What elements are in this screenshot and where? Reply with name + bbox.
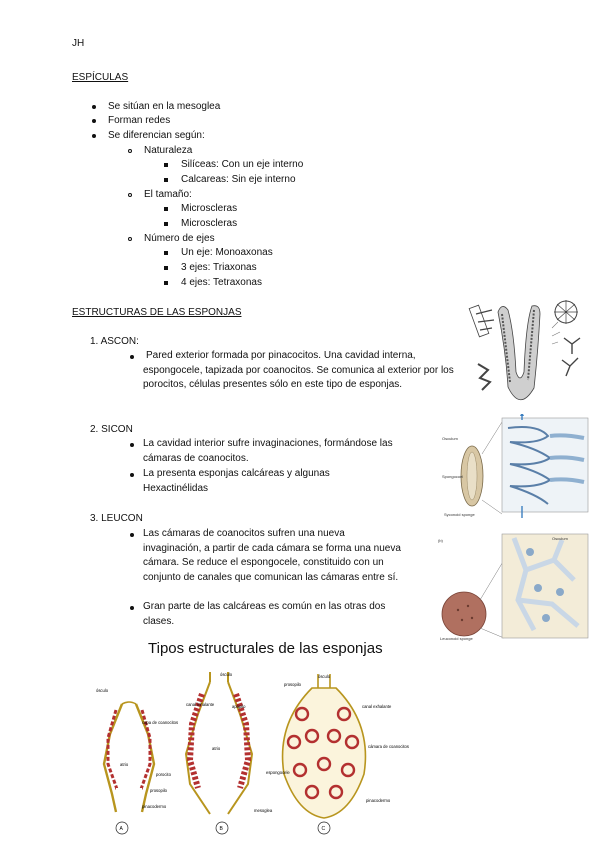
leuconoid-sponge-illustration [434, 530, 594, 644]
label-atrio-b: atrio [212, 746, 221, 751]
caption-c: C [321, 826, 326, 832]
label-espongocele: espongocele [266, 770, 290, 775]
leucon-bullet-2: Gran parte de las calcáreas es común en las otras dos clases. [143, 601, 386, 627]
label-canal-inhalante: canal inhalante [186, 702, 215, 707]
label-mesoglea: mesoglea [254, 808, 273, 813]
bullet-circle [128, 237, 132, 241]
bullet-square [164, 207, 168, 211]
label-canal-exhalante: canal exhalante [362, 704, 392, 709]
sicon-osculum-label: Osculum [442, 436, 458, 441]
ascon-text: Pared exterior formada por pinacocitos. Una cavidad interna, espongocele, tapizada por coanocitos. Se comunica al exterior por los porocitos, células presentes sólo en este tipo de esponjas. [143, 350, 454, 390]
bullet-dot [130, 473, 134, 477]
section-title-estructuras: ESTRUCTURAS DE LAS ESPONJAS [72, 307, 242, 318]
label-pinacodermo: pinacodermo [142, 804, 167, 809]
sublist-label: El tamaño: [144, 189, 192, 200]
sicon-bullet-1: La cavidad interior sufre invaginaciones, formándose las cámaras de coanocitos. [143, 438, 393, 464]
ascon-label: 1. ASCON: [90, 336, 139, 347]
bullet-circle [128, 149, 132, 153]
sicon-bullet-2: La presenta esponjas calcáreas y algunas Hexactinélidas [143, 468, 330, 494]
label-porocito: porocito [156, 772, 171, 777]
figure-title: Tipos estructurales de las esponjas [148, 640, 383, 657]
bullet-circle [128, 193, 132, 197]
bullet-dot [130, 443, 134, 447]
bullet-dot [130, 533, 134, 537]
label-atrio-a: atrio [120, 762, 129, 767]
bullet-square [164, 163, 168, 167]
sublist-label: Número de ejes [144, 233, 215, 244]
leucon-label: 3. LEUCON [90, 513, 143, 524]
label-apopilo: apópilo [232, 704, 246, 709]
label-osculo-a: ósculo [96, 688, 109, 693]
bullet-square [164, 178, 168, 182]
label-prosopilo-c: prosopilo [284, 682, 301, 687]
list-item: Microscleras [181, 218, 238, 229]
label-coanocitos: capa de coanocitos [142, 720, 179, 725]
sicon-spongocoel-label: Spongocoel [442, 474, 464, 479]
spicules-illustration [468, 292, 593, 414]
sicon-label: 2. SICON [90, 424, 133, 435]
syconoid-sponge-illustration [438, 414, 596, 520]
list-item: Se sitúan en la mesoglea [108, 101, 221, 112]
list-item: Microscleras [181, 203, 238, 214]
list-item: Silíceas: Con un eje interno [181, 159, 304, 170]
sublist-label: Naturaleza [144, 145, 193, 156]
bullet-square [164, 251, 168, 255]
bullet-dot [92, 105, 96, 109]
bullet-dot [92, 119, 96, 123]
leucon-osculum-label: Osculum [552, 536, 568, 541]
label-camara: cámara de coanocitos [368, 744, 409, 749]
label-osculo-c: ósculo [318, 674, 331, 679]
leucon-caption: Leuconoid sponge [440, 636, 473, 641]
caption-b: B [219, 826, 223, 832]
list-item: Forman redes [108, 115, 171, 126]
sicon-caption: Syconoid sponge [444, 512, 475, 517]
label-pinacodermo-c: pinacodermo [366, 798, 391, 803]
bullet-square [164, 266, 168, 270]
leucon-letter-label: (b) [438, 538, 443, 543]
bullet-dot [92, 134, 96, 138]
list-item: Un eje: Monoaxonas [181, 247, 273, 258]
bullet-dot [130, 606, 134, 610]
header-initials: JH [72, 38, 85, 49]
section-title-espiculas: ESPÍCULAS [72, 72, 129, 83]
list-item: Se diferencian según: [108, 130, 205, 141]
structural-types-figure [86, 664, 436, 842]
list-item: 4 ejes: Tetraxonas [181, 277, 262, 288]
label-prosopilo: prosopilo [150, 788, 167, 793]
list-item: Calcareas: Sin eje interno [181, 174, 296, 185]
bullet-square [164, 281, 168, 285]
bullet-dot [130, 355, 134, 359]
caption-a: A [119, 826, 123, 832]
bullet-square [164, 222, 168, 226]
list-item: 3 ejes: Triaxonas [181, 262, 257, 273]
leucon-bullet-1: Las cámaras de coanocitos sufren una nueva invaginación, a partir de cada cámara se forma una nueva cámara. Se reduce el espongocele, constituido con un conjunto de canales que comunican las cámaras entre sí. [143, 528, 401, 583]
label-osculo-b: ósculo [220, 672, 233, 677]
